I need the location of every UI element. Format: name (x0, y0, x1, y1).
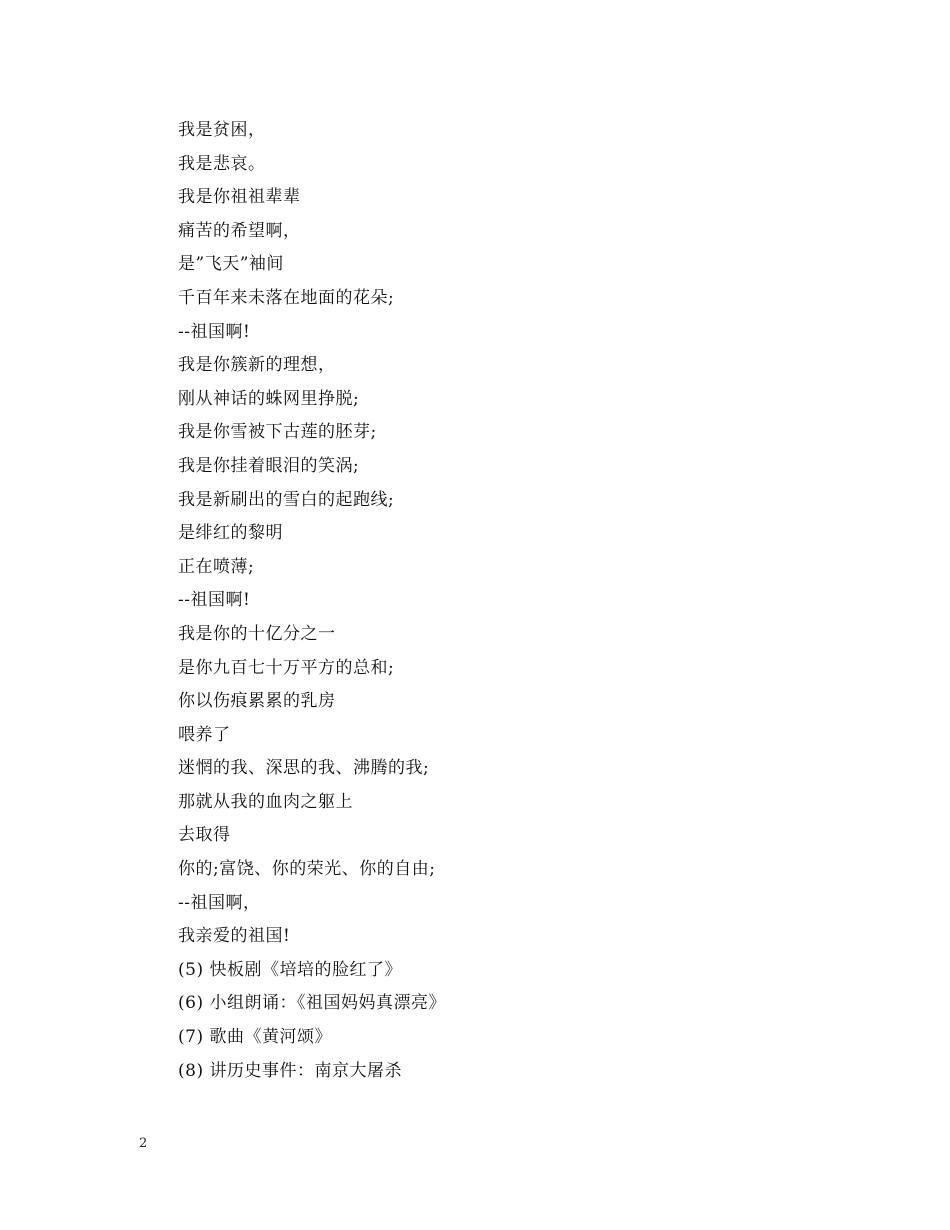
poem-text-block (178, 114, 818, 1088)
text-line: 我是贫困， (178, 120, 266, 140)
text-line: 喂养了 (178, 724, 231, 745)
text-line: 我是你雪被下古莲的胚芽; (178, 422, 377, 443)
program-item: (7) 歌曲《黄河颂》 (178, 1027, 332, 1048)
text-line: 我是你的十亿分之一 (178, 623, 336, 644)
text-line: 我亲爱的祖国! (178, 926, 291, 947)
text-line: 刚从神话的蛛网里挣脱; (178, 388, 360, 409)
text-line: --祖国啊， (178, 892, 261, 913)
text-line: 是”飞天”袖间 (178, 254, 284, 275)
text-line: --祖国啊! (178, 590, 251, 611)
page-number: 2 (139, 1136, 148, 1151)
text-line: 我是悲哀。 (178, 153, 266, 174)
text-line: 我是你祖祖辈辈 (178, 187, 301, 208)
text-line: 我是新刷出的雪白的起跑线; (178, 489, 395, 510)
text-line: 迷惘的我、深思的我、沸腾的我; (178, 758, 430, 779)
text-line: 是你九百七十万平方的总和; (178, 657, 395, 678)
text-line: --祖国啊! (178, 321, 251, 342)
program-item: (8) 讲历史事件：南京大屠杀 (178, 1060, 402, 1081)
program-item: (5) 快板剧《培培的脸红了》 (178, 959, 402, 980)
text-line: 是绯红的黎明 (178, 523, 283, 544)
text-line: 你以伤痕累累的乳房 (178, 691, 336, 712)
text-line: 你的;富饶、你的荣光、你的自由; (178, 859, 436, 880)
text-line: 我是你挂着眼泪的笑涡; (178, 455, 360, 476)
text-line: 千百年来未落在地面的花朵; (178, 287, 395, 308)
text-line: 正在喷薄; (178, 556, 255, 577)
text-line: 痛苦的希望啊， (178, 220, 301, 241)
program-item: (6) 小组朗诵：《祖国妈妈真漂亮》 (178, 993, 446, 1014)
text-line: 去取得 (178, 825, 231, 846)
text-line: 我是你簇新的理想， (178, 355, 336, 376)
text-line: 那就从我的血肉之躯上 (178, 791, 353, 812)
